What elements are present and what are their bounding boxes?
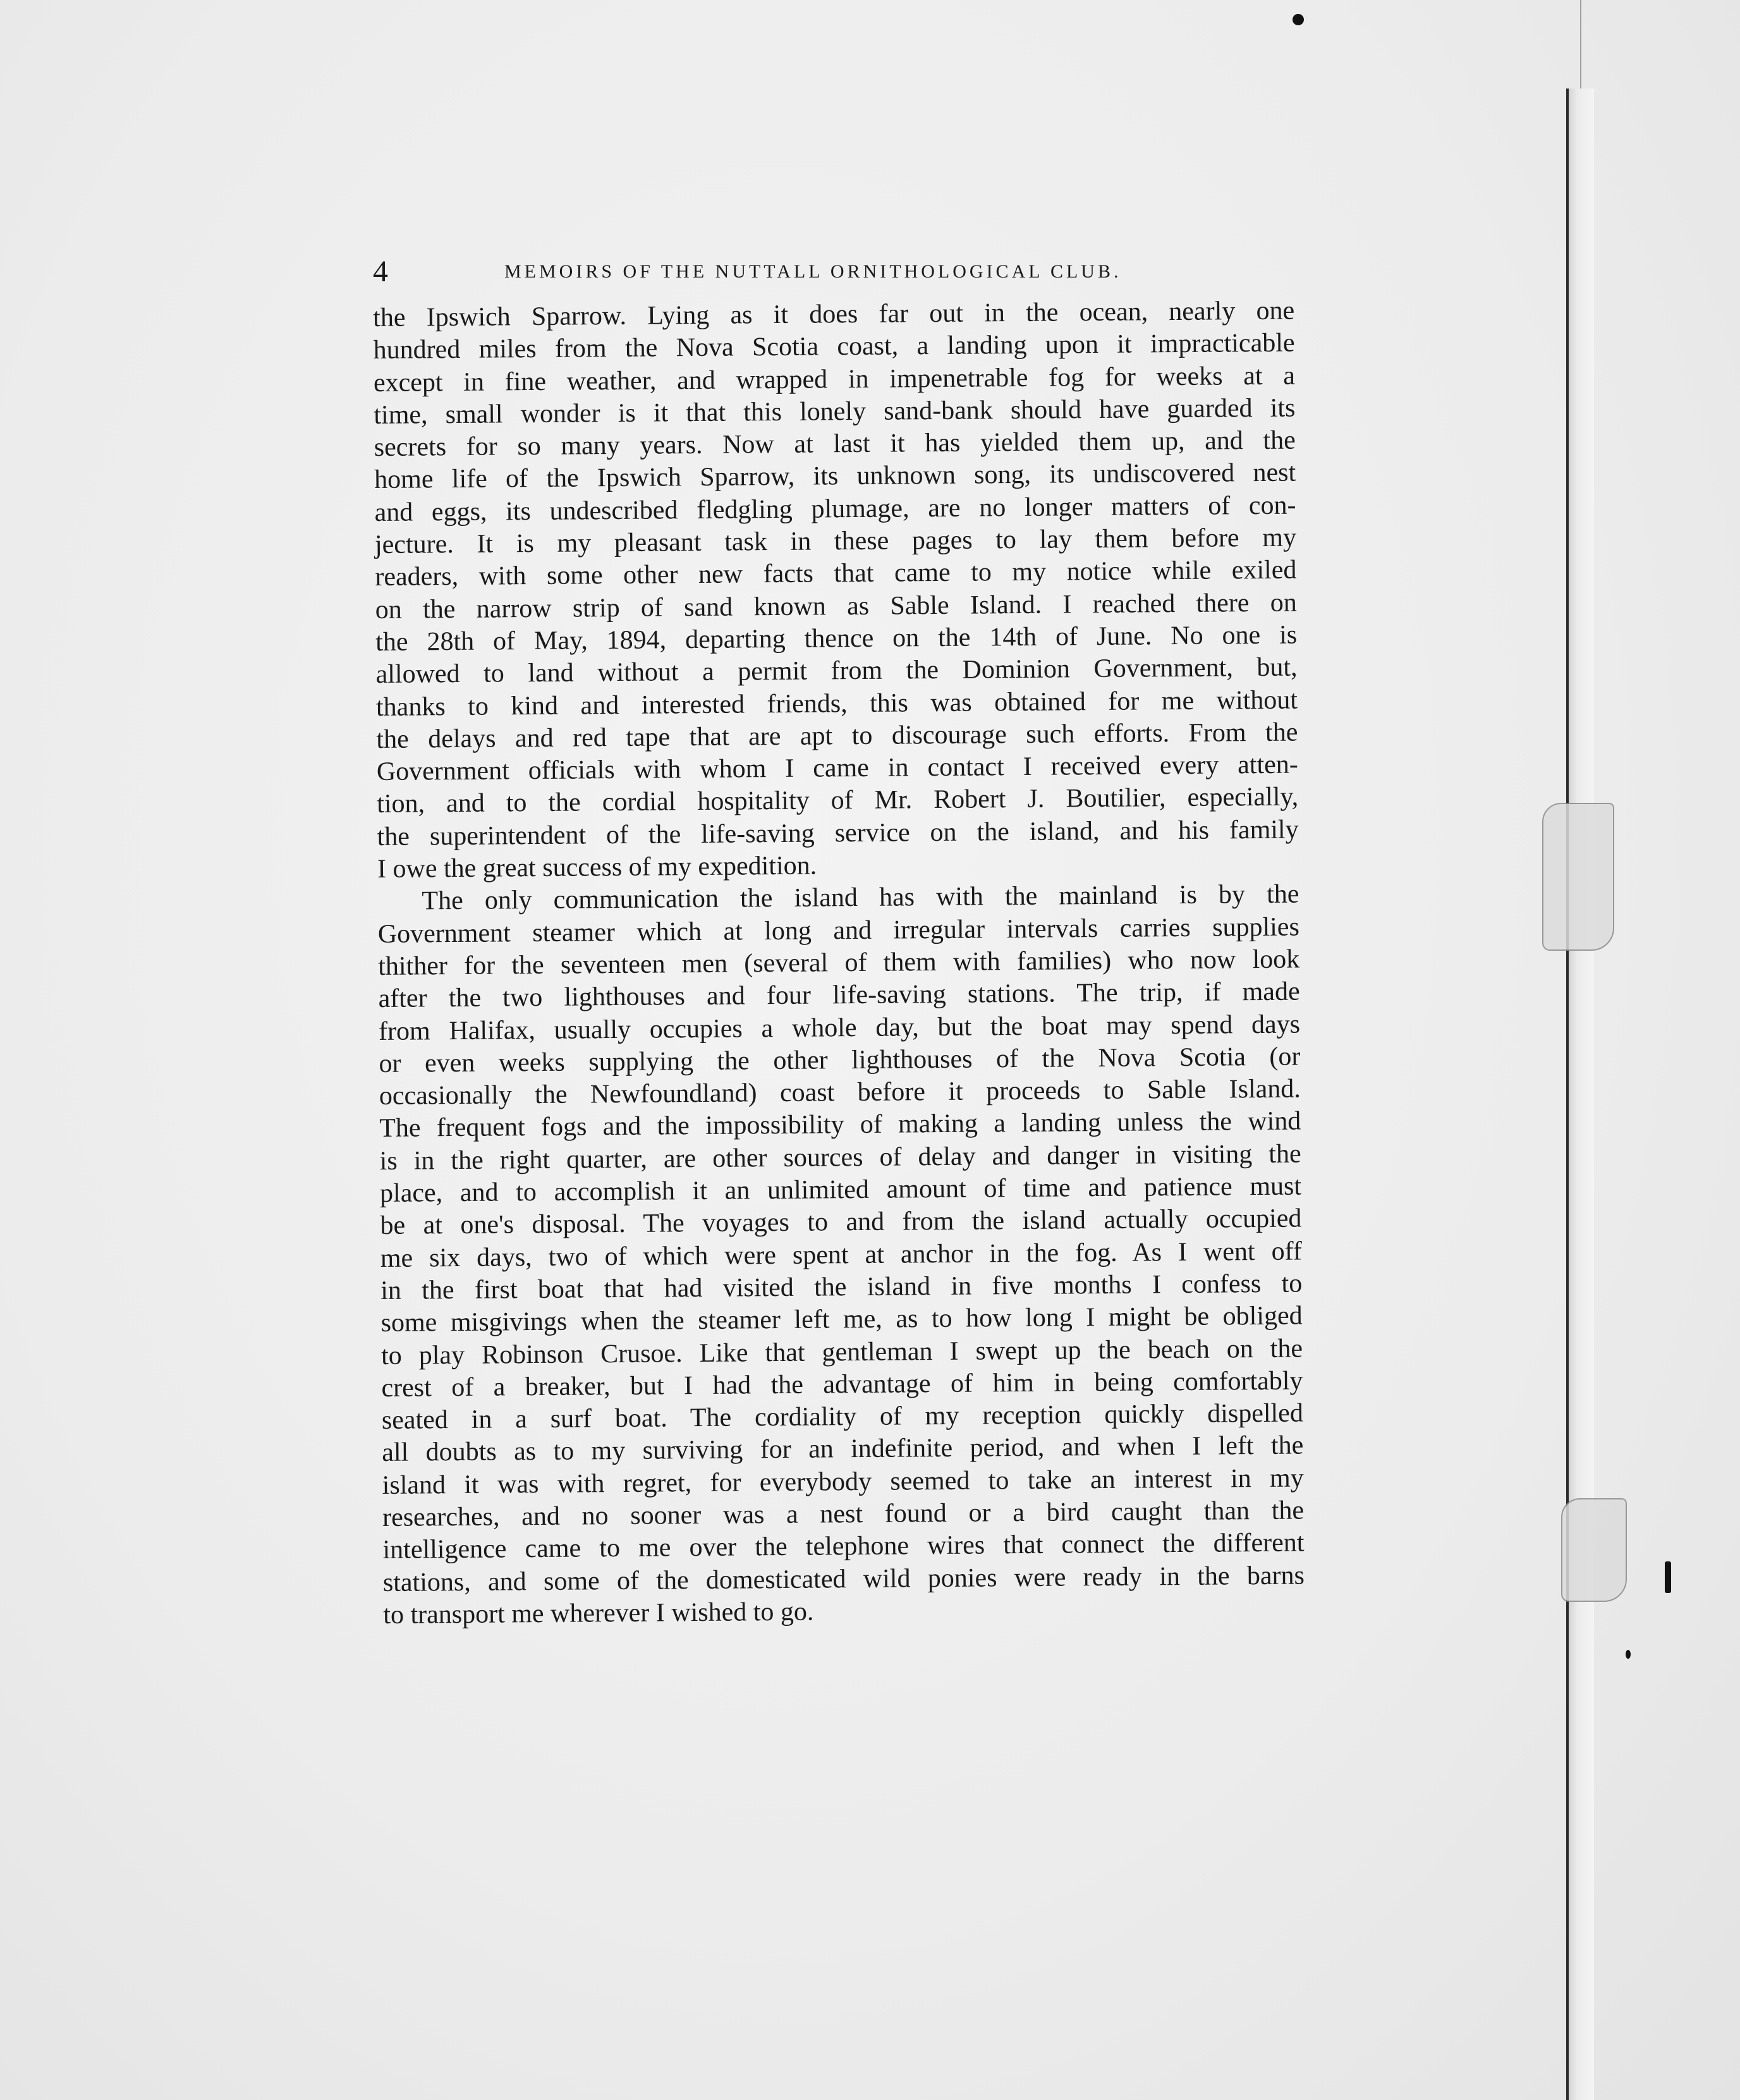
text-line: the superintendent of the life-saving service on the island, and his family xyxy=(377,815,1299,852)
text-line: secrets for so many years. Now at last it has yielded them up, and the xyxy=(374,425,1296,463)
text-line: jecture. It is my pleasant task in these pages to lay them before my xyxy=(374,523,1297,560)
text-line: or even weeks supplying the other lighthouses of the Nova Scotia (or xyxy=(379,1042,1301,1078)
text-line: Government officials with whom I came in contact I received every atten- xyxy=(376,750,1298,787)
text-line: occasionally the Newfoundland) coast before it proceeds to Sable Island. xyxy=(379,1074,1301,1111)
text-line: some misgivings when the steamer left me, as to how long I might be obliged xyxy=(380,1301,1303,1338)
body-text xyxy=(373,295,1305,1632)
ink-speck xyxy=(1293,14,1304,25)
text-line: crest of a breaker, but I had the advantage of him in being comfortably xyxy=(381,1366,1303,1403)
text-line: I owe the great success of my expedition. xyxy=(377,851,817,884)
book-binding xyxy=(1566,89,1594,2100)
text-line: island it was with regret, for everybody seemed to take an interest in my xyxy=(382,1463,1304,1500)
ink-speck xyxy=(1665,1561,1671,1593)
text-line: the delays and red tape that are apt to discourage such efforts. From the xyxy=(376,717,1298,754)
page-header xyxy=(373,253,1334,291)
text-line: seated in a surf boat. The cordiality of my reception quickly dispelled xyxy=(381,1398,1304,1436)
text-line: be at one's disposal. The voyages to and from the island actually occupied xyxy=(380,1204,1302,1241)
binding-tape-patch xyxy=(1561,1498,1627,1602)
text-line: the Ipswich Sparrow. Lying as it does far out in the ocean, nearly one xyxy=(373,296,1295,333)
binding-tape-patch xyxy=(1542,803,1614,951)
text-line: except in fine weather, and wrapped in impenetrable fog for weeks at a xyxy=(373,361,1296,398)
text-line: home life of the Ipswich Sparrow, its unknown song, its undiscovered nest xyxy=(374,458,1296,495)
text-line: and eggs, its undescribed fledgling plumage, are no longer matters of con- xyxy=(374,491,1296,527)
text-line: readers, with some other new facts that came to my notice while exiled xyxy=(375,555,1297,592)
running-head: MEMOIRS OF THE NUTTALL ORNITHOLOGICAL CLUB. xyxy=(504,261,1122,282)
text-line: place, and to accomplish it an unlimited amount of time and patience must xyxy=(379,1171,1302,1208)
text-line: Government steamer which at long and irregular intervals carries supplies xyxy=(377,912,1299,949)
text-line: thither for the seventeen men (several of them with families) who now look xyxy=(378,944,1300,981)
text-line: is in the right quarter, are other sources of delay and danger in visiting the xyxy=(379,1139,1301,1176)
text-line: thanks to kind and interested friends, this was obtained for me without xyxy=(375,685,1298,722)
text-line: researches, and no sooner was a nest found or a bird caught than the xyxy=(382,1496,1305,1532)
text-line: the 28th of May, 1894, departing thence on the 14th of June. No one is xyxy=(375,620,1298,657)
text-line: on the narrow strip of sand known as Sable Island. I reached there on xyxy=(375,588,1297,625)
text-line: The frequent fogs and the impossibility of making a landing unless the wind xyxy=(379,1106,1301,1144)
text-line: allowed to land without a permit from the Dominion Government, but, xyxy=(375,652,1298,690)
text-line: The only communication the island has with the mainland is by the xyxy=(422,879,1299,916)
ink-speck xyxy=(1626,1650,1631,1659)
text-line: all doubts as to my surviving for an indefinite period, and when I left the xyxy=(382,1431,1304,1468)
text-line: stations, and some of the domesticated wild ponies were ready in the barns xyxy=(382,1561,1305,1597)
text-line: time, small wonder is it that this lonely sand-bank should have guarded its xyxy=(374,393,1296,430)
page-number: 4 xyxy=(373,255,388,288)
text-line: to play Robinson Crusoe. Like that gentleman I swept up the beach on the xyxy=(380,1333,1303,1370)
text-line: to transport me wherever I wished to go. xyxy=(383,1597,814,1630)
text-line: hundred miles from the Nova Scotia coast, a landing upon it impracticable xyxy=(373,328,1295,365)
text-line: in the first boat that had visited the island in five months I confess to xyxy=(380,1269,1303,1305)
text-line: tion, and to the cordial hospitality of Mr. Robert J. Boutilier, especially, xyxy=(377,782,1299,819)
text-line: from Halifax, usually occupies a whole day, but the boat may spend days xyxy=(378,1010,1301,1046)
text-line: intelligence came to me over the telephone wires that connect the different xyxy=(382,1528,1305,1565)
text-line: after the two lighthouses and four life-saving stations. The trip, if made xyxy=(378,977,1300,1014)
text-line: me six days, two of which were spent at anchor in the fog. As I went off xyxy=(380,1236,1303,1273)
